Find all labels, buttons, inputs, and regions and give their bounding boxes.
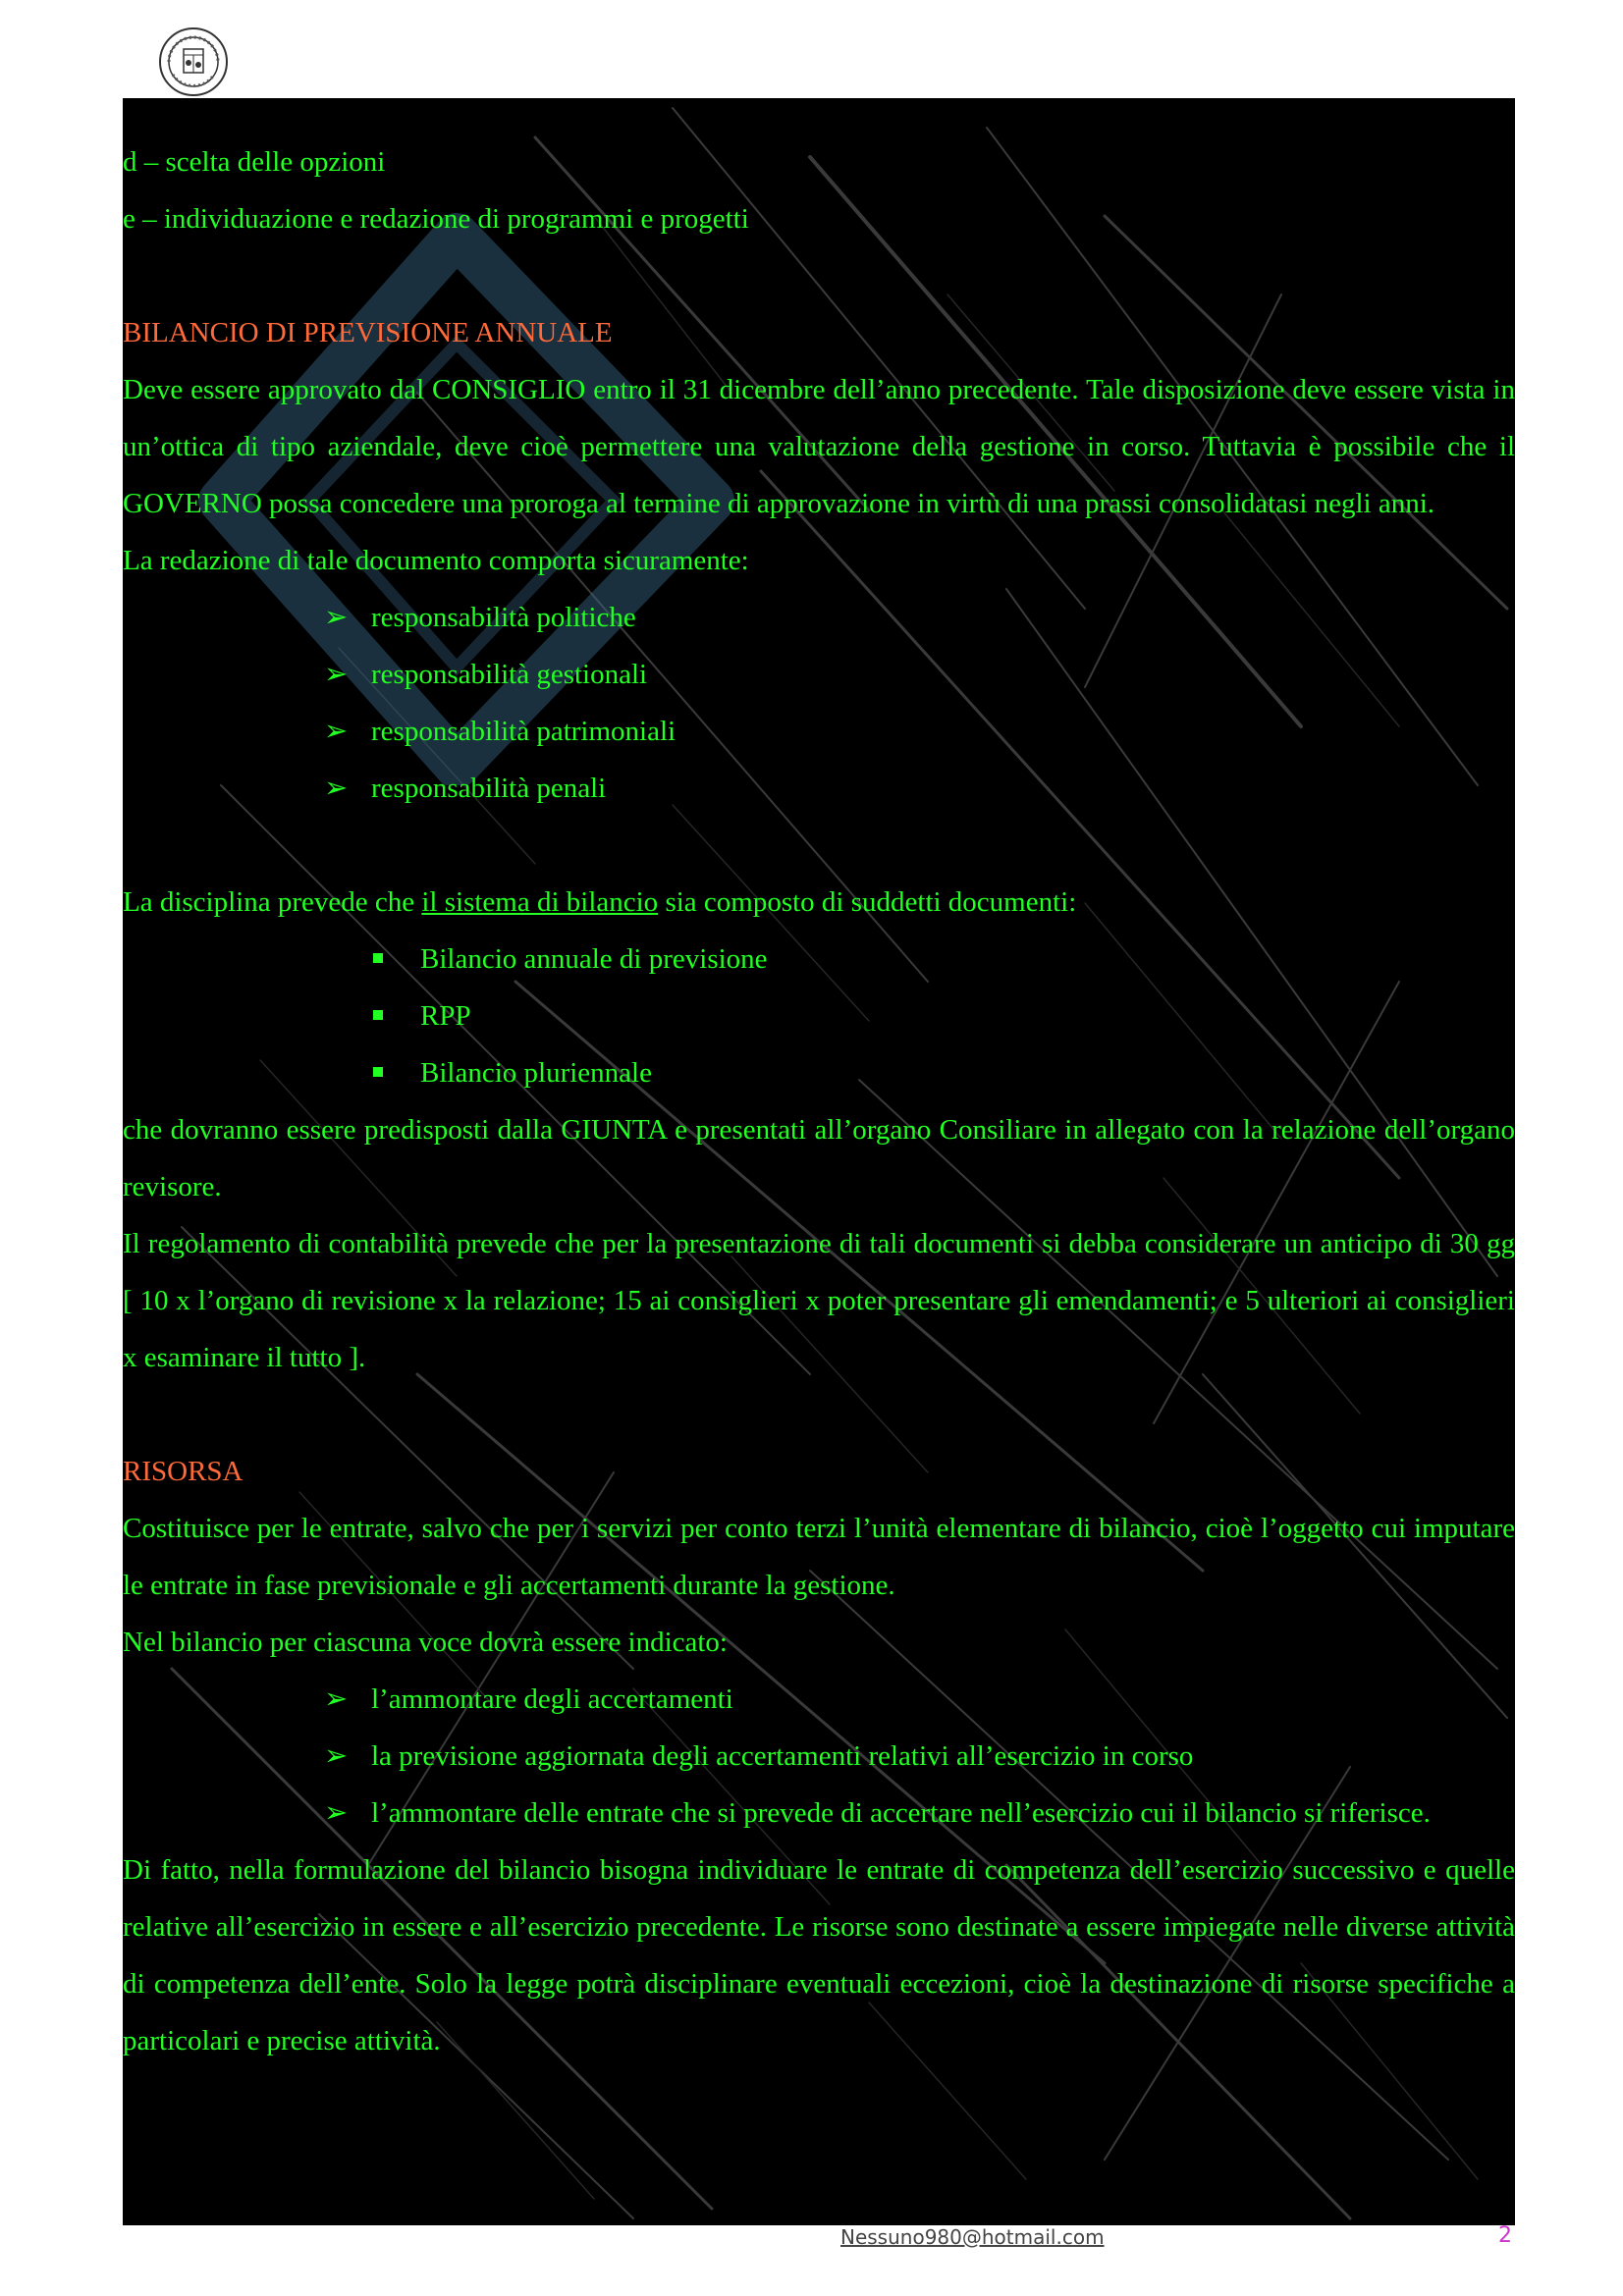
footer-email-link[interactable]: Nessuno980@hotmail.com (840, 2225, 1105, 2249)
document-page (123, 98, 1515, 2225)
section-heading-risorsa: RISORSA (123, 1456, 243, 1487)
arrow-bullet-icon: ➢ (324, 1797, 349, 1829)
responsabilita-list (123, 589, 1515, 817)
paragraph-giunta: che dovranno essere predisposti dalla GIUNTA e presentati all’organo Consiliare in allegato con la relazione dell’organo revisore. (123, 1114, 1515, 1202)
document-body (123, 133, 1515, 2069)
list-item: ➢ l’ammontare delle entrate che si prevede di accertare nell’esercizio cui il bilancio si riferisce. (123, 1785, 1515, 1842)
square-bullet-icon (373, 1010, 383, 1020)
university-seal-icon (157, 26, 230, 98)
documenti-list (123, 931, 1515, 1101)
voci-list (123, 1671, 1515, 1842)
intro-responsabilita: La redazione di tale documento comporta sicuramente: (123, 545, 749, 576)
list-item: ➢ responsabilità politiche (123, 589, 1515, 646)
arrow-bullet-icon: ➢ (324, 1740, 349, 1772)
arrow-bullet-icon: ➢ (324, 602, 349, 633)
list-item: ➢ la previsione aggiornata degli accertamenti relativi all’esercizio in corso (123, 1728, 1515, 1785)
paragraph-disciplina: La disciplina prevede che il sistema di bilancio sia composto di suddetti documenti: (123, 886, 1077, 918)
page-number: 2 (1498, 2223, 1512, 2248)
list-item: ➢ responsabilità gestionali (123, 646, 1515, 703)
square-bullet-icon (373, 953, 383, 963)
paragraph-risorsa: Costituisce per le entrate, salvo che per i servizi per conto terzi l’unità elementare di bilancio, cioè l’oggetto cui imputare le entrate in fase previsionale e gli accertamenti durante la gestione. (123, 1513, 1515, 1601)
list-item: ➢ responsabilità penali (123, 760, 1515, 817)
paragraph-bilancio: Deve essere approvato dal CONSIGLIO entro il 31 dicembre dell’anno precedente. Tale disposizione deve essere vista in un’ottica di tipo aziendale, deve cioè permettere una valutazione della gestione in corso. Tuttavia è possibile che il GOVERNO possa concedere una proroga al termine di approvazione in virtù di una prassi consolidatasi negli anni. (123, 374, 1515, 519)
arrow-bullet-icon: ➢ (324, 659, 349, 690)
list-item: ➢ responsabilità patrimoniali (123, 703, 1515, 760)
arrow-bullet-icon: ➢ (324, 773, 349, 804)
list-item: Bilancio pluriennale (123, 1044, 1515, 1101)
list-item: ➢ l’ammontare degli accertamenti (123, 1671, 1515, 1728)
arrow-bullet-icon: ➢ (324, 1683, 349, 1715)
paragraph-regolamento: Il regolamento di contabilità prevede che per la presentazione di tali documenti si debba considerare un anticipo di 30 gg [ 10 x l’organo di revisione x la relazione; 15 ai consiglieri x poter presentare gli emendamenti; e 5 ulteriori ai consiglieri x esaminare il tutto ]. (123, 1228, 1515, 1373)
section-heading-bilancio: BILANCIO DI PREVISIONE ANNUALE (123, 317, 613, 348)
list-item-e: e – individuazione e redazione di programmi e progetti (123, 203, 749, 235)
list-item-d: d – scelta delle opzioni (123, 146, 386, 178)
page-footer (0, 2225, 1623, 2261)
intro-voce: Nel bilancio per ciascuna voce dovrà essere indicato: (123, 1627, 728, 1658)
list-item: RPP (123, 988, 1515, 1044)
underlined-term: il sistema di bilancio (421, 886, 659, 918)
list-item: Bilancio annuale di previsione (123, 931, 1515, 988)
paragraph-finale: Di fatto, nella formulazione del bilancio bisogna individuare le entrate di competenza dell’esercizio successivo e quelle relative all’esercizio in essere e all’esercizio precedente. Le risorse sono destinate a essere impiegate nelle diverse attività di competenza dell’ente. Solo la legge potrà disciplinare eventuali eccezioni, cioè la destinazione di risorse specifiche a particolari e precise attività. (123, 1854, 1515, 2056)
square-bullet-icon (373, 1067, 383, 1077)
arrow-bullet-icon: ➢ (324, 716, 349, 747)
